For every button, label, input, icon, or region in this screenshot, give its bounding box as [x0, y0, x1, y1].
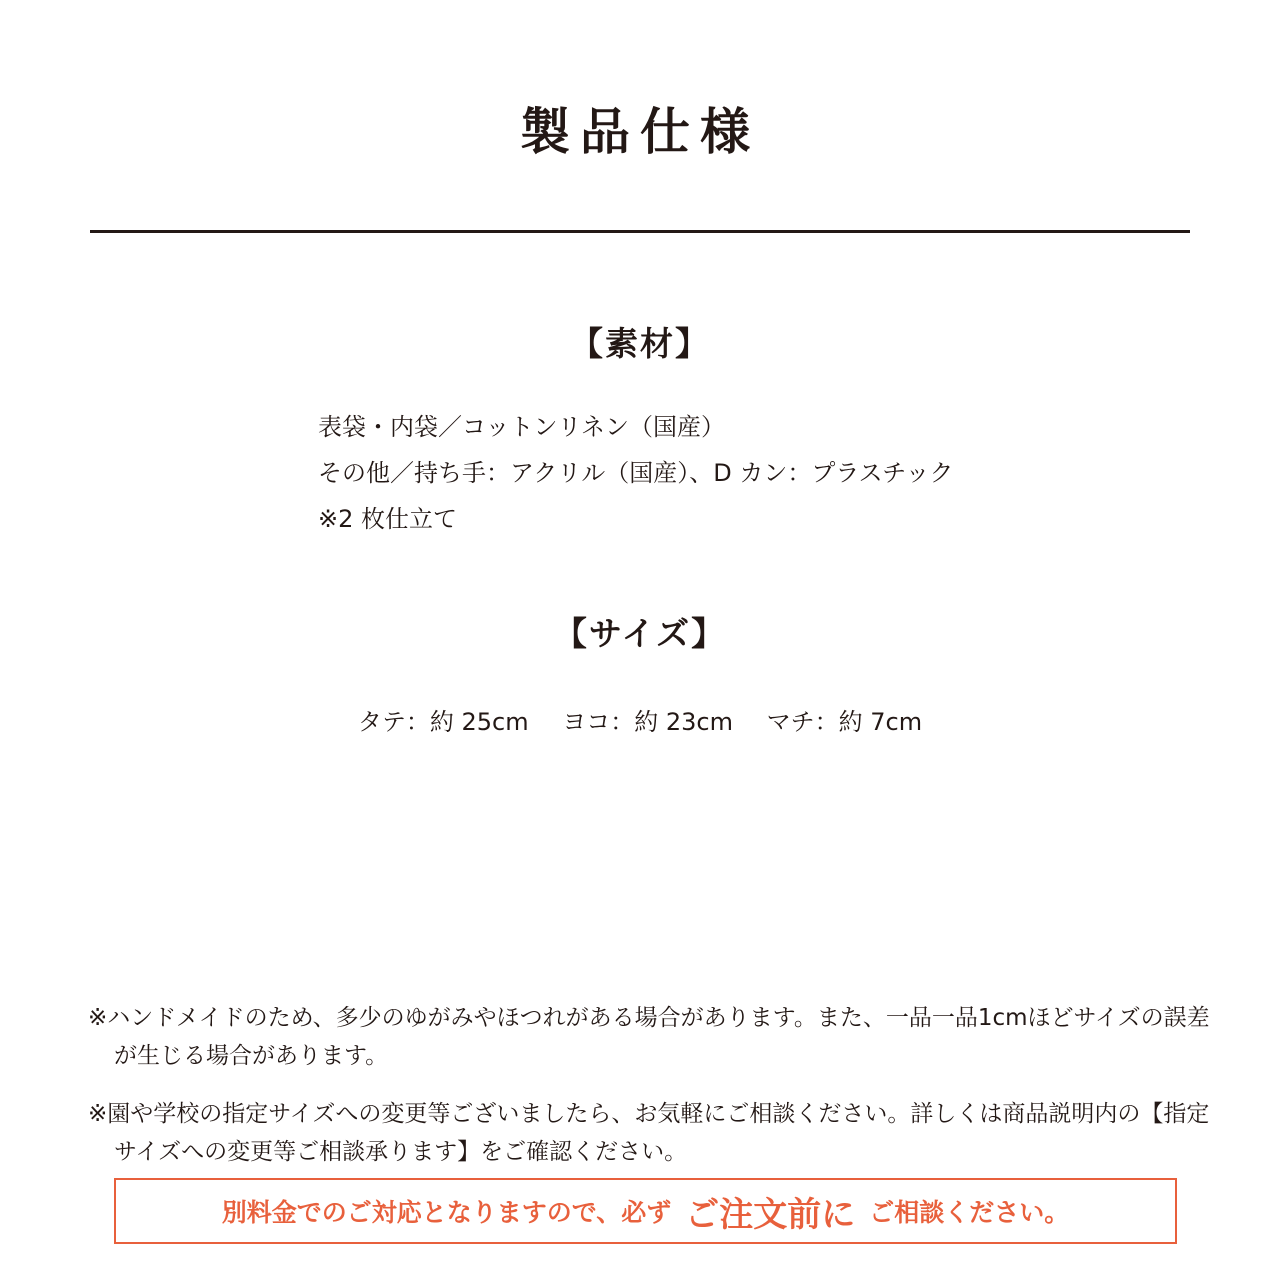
- materials-line: その他／持ち手：アクリル（国産）、D カン：プラスチック: [318, 459, 954, 487]
- materials-line: ※2 枚仕立て: [318, 505, 458, 533]
- size-height: タテ：約 25cm: [357, 708, 529, 736]
- size-gusset: マチ：約 7cm: [766, 708, 923, 736]
- page-title: 製品仕様: [520, 103, 760, 161]
- materials-list: [318, 404, 1218, 542]
- size-list: [0, 700, 1280, 744]
- callout-prefix: 別料金でのご対応となりますので、必ず: [221, 1198, 672, 1227]
- callout-suffix: ご相談ください。: [869, 1198, 1070, 1227]
- materials-line: 表袋・内袋／コットンリネン（国産）: [318, 413, 726, 441]
- custom-size-note: ※園や学校の指定サイズへの変更等ございましたら、お気軽にご相談ください。詳しくは商品説明内の【指定サイズへの変更等ご相談承ります】をご確認ください。: [88, 1101, 1210, 1165]
- size-heading: 【サイズ】: [553, 614, 727, 653]
- title-divider: [90, 230, 1190, 233]
- size-width: ヨコ：約 23cm: [562, 708, 733, 736]
- materials-heading: 【素材】: [570, 324, 710, 363]
- consultation-callout: [114, 1178, 1177, 1244]
- callout-emphasis: ご注文前に: [685, 1194, 856, 1235]
- handmade-note: ※ハンドメイドのため、多少のゆがみやほつれがある場合があります。また、一品一品1cmほどサイズの誤差が生じる場合があります。: [88, 1005, 1210, 1069]
